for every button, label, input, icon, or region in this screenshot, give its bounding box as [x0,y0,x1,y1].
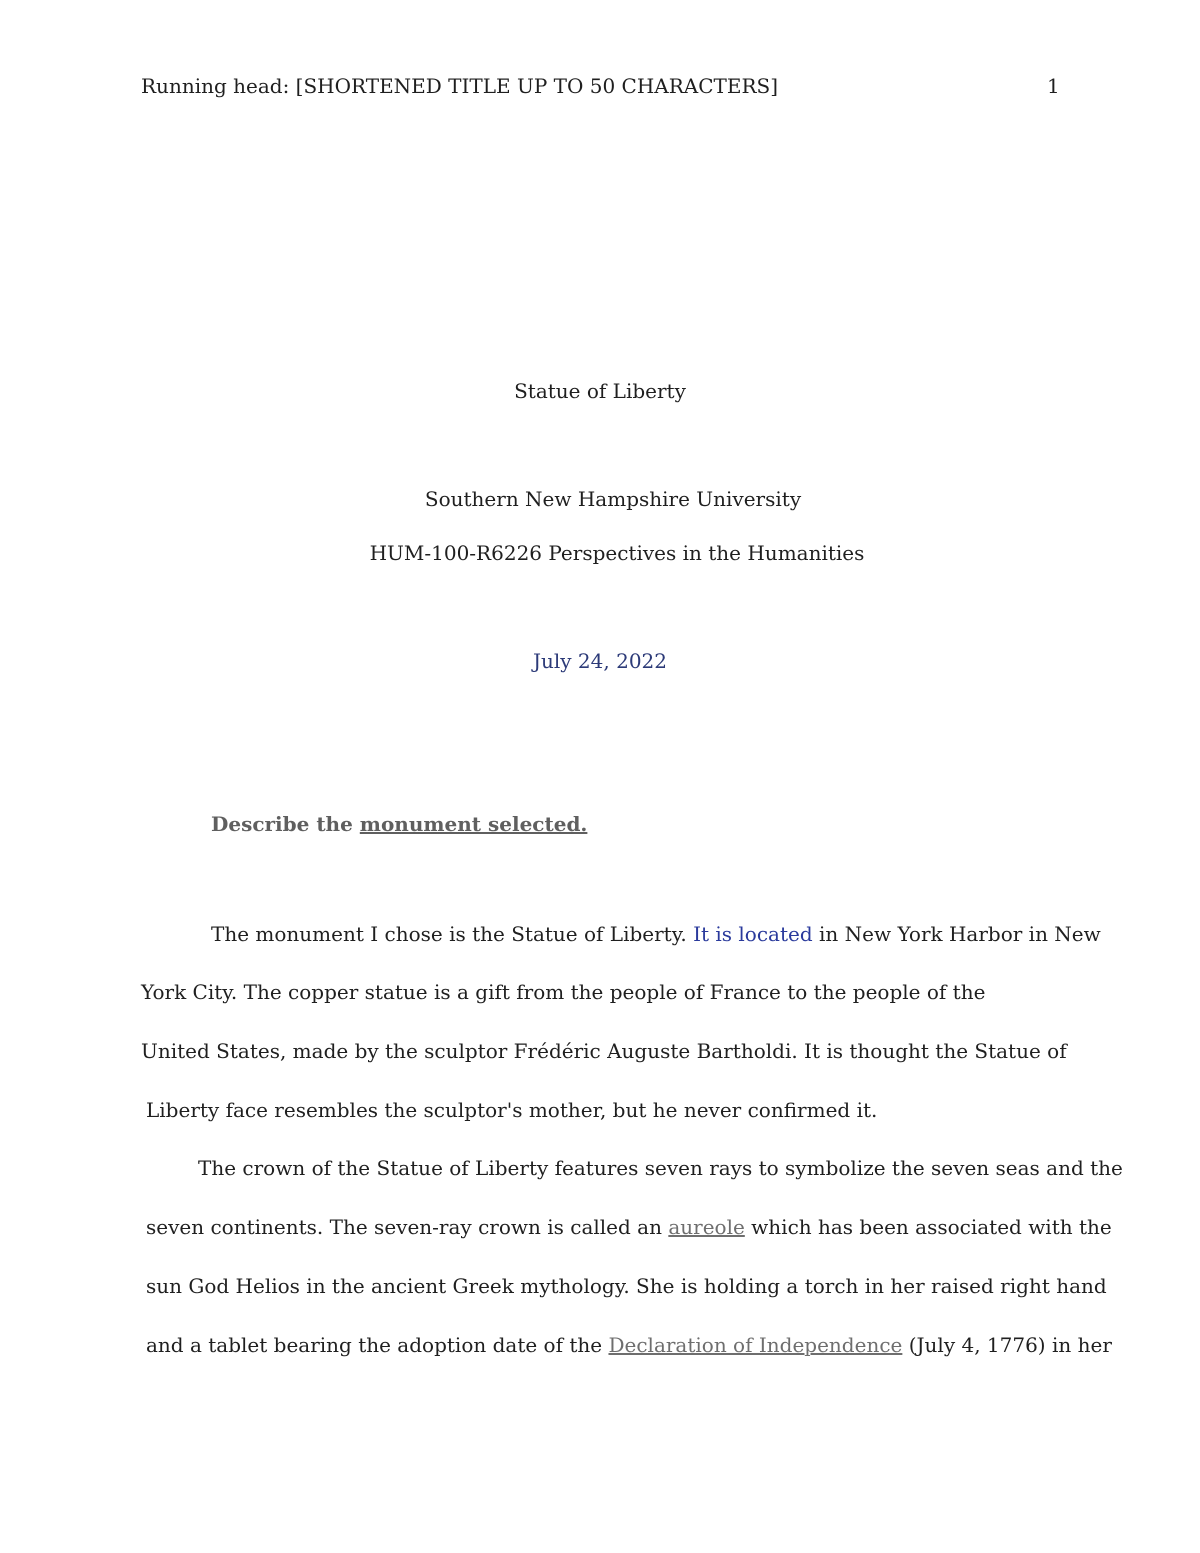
prompt-prefix: Describe the [211,812,360,836]
body-text: which has been associated with the [744,1215,1112,1239]
body-line-1 [211,924,1101,944]
body-line-6 [146,1217,1112,1237]
body-text: and a tablet bearing the adoption date of the [146,1333,609,1357]
body-text: seven continents. The seven-ray crown is called an [146,1215,669,1239]
body-line-8 [146,1335,1112,1355]
body-line-2: York City. The copper statue is a gift from the people of France to the people of the [141,980,986,1004]
body-line-3: United States, made by the sculptor Frédéric Auguste Bartholdi. It is thought the Statue of [141,1039,1067,1063]
course-name: HUM-100-R6226 Perspectives in the Humanities [369,541,865,565]
page-number: 1 [1047,74,1060,98]
body-line-7: sun God Helios in the ancient Greek mythology. She is holding a torch in her raised right hand [146,1274,1107,1298]
body-text: The monument I chose is the Statue of Liberty. [211,922,694,946]
body-line-5: The crown of the Statue of Liberty features seven rays to symbolize the seven seas and the [198,1156,1123,1180]
body-text: in New York Harbor in New [812,922,1101,946]
paper-title: Statue of Liberty [514,379,686,403]
submission-date: July 24, 2022 [532,649,667,673]
highlighted-text: It is located [693,922,813,946]
aureole-link[interactable]: aureole [668,1215,745,1239]
prompt-underlined: monument selected. [359,812,588,836]
body-text: (July 4, 1776) in her [902,1333,1112,1357]
running-head: Running head: [SHORTENED TITLE UP TO 50 CHARACTERS] [141,74,779,98]
body-line-4: Liberty face resembles the sculptor's mother, but he never confirmed it. [146,1098,878,1122]
declaration-link[interactable]: Declaration of Independence [608,1333,903,1357]
institution: Southern New Hampshire University [424,487,802,511]
assignment-prompt [211,814,587,834]
